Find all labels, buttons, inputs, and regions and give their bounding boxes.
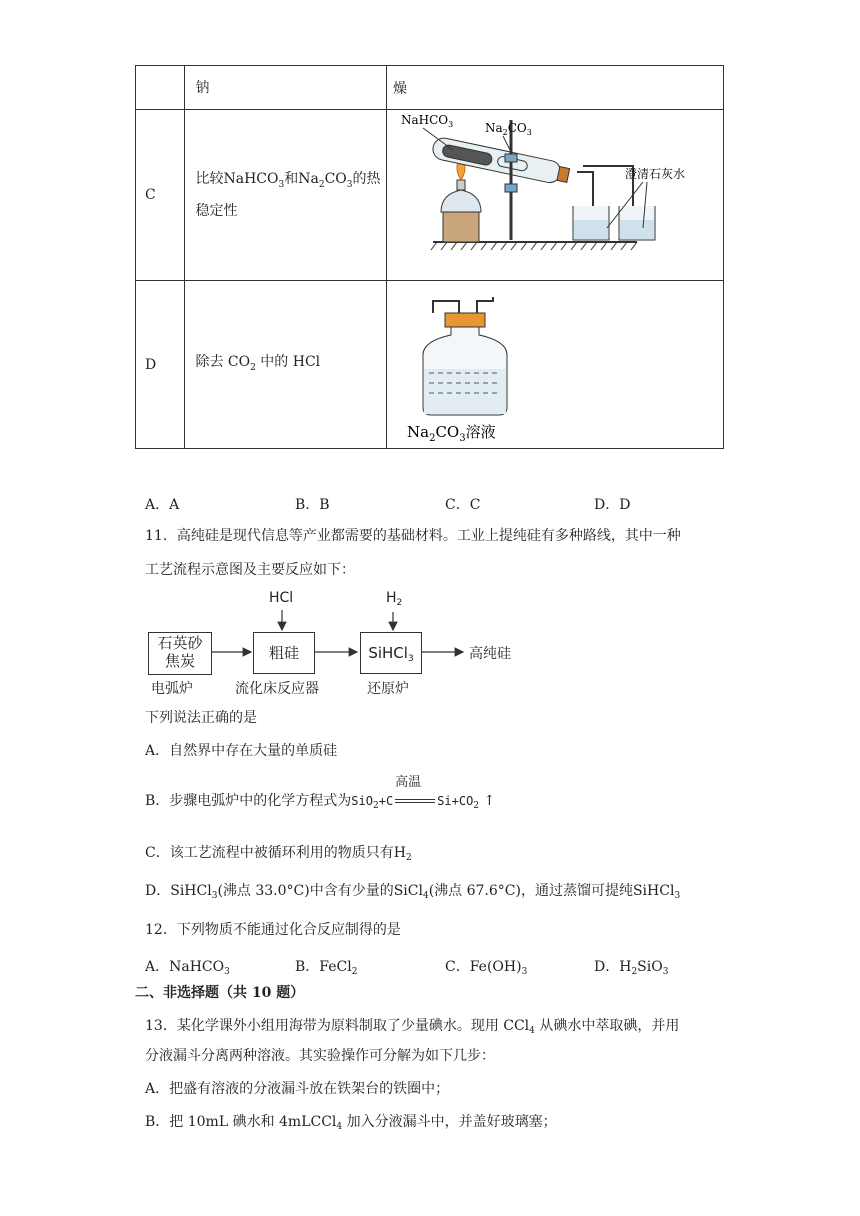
q11-option-d: D．SiHCl$_3$(沸点 33.0°C)中含有少量的SiCl$_4$(沸点 67.6°C)，通过蒸馏可提纯SiHCl$_3$ bbox=[145, 883, 681, 901]
q11-stem-line1: 11．高纯硅是现代信息等产业都需要的基础材料。工业上提纯硅有多种路线，其中一种 bbox=[145, 528, 681, 544]
q11-stem-line2: 工艺流程示意图及主要反应如下： bbox=[145, 562, 355, 578]
flow-caption-arc-furnace: 电弧炉 bbox=[151, 681, 193, 697]
q12-option-c: C．$Fe(OH)_3$ bbox=[445, 959, 528, 977]
q11-option-b: B．步骤电弧炉中的化学方程式为SiO$_2$+C 高温 $Si+CO_2$ ↑ bbox=[145, 775, 496, 811]
gas-washing-bottle bbox=[393, 283, 593, 443]
flow-input-h2: $H_2$ bbox=[386, 590, 403, 608]
q12-stem: 12．下列物质不能通过化合反应制得的是 bbox=[145, 922, 401, 938]
flow-caption-reduction-furnace: 还原炉 bbox=[367, 681, 409, 697]
q12-option-b: B．FeCl$_2$ bbox=[295, 959, 358, 977]
row-description: 比较NaHCO$_3$和$Na_2CO_3$的热 稳定性 bbox=[185, 110, 387, 281]
svg-text:Na2CO3: $Na_2CO_3$ bbox=[485, 121, 532, 137]
row-label: D bbox=[136, 281, 185, 449]
table-row bbox=[136, 66, 724, 110]
table-cell bbox=[136, 66, 185, 110]
q10-option-d: D．D bbox=[594, 497, 631, 513]
section-heading: 二、非选择题（共 10 题） bbox=[135, 985, 305, 1001]
table-row bbox=[136, 110, 724, 281]
q11-option-a: A．自然界中存在大量的单质硅 bbox=[145, 743, 338, 759]
svg-text:NaHCO3: NaHCO$_3$ bbox=[401, 113, 454, 129]
q12-option-d: D．$H_2SiO_3$ bbox=[594, 959, 669, 977]
row-description: 除去 $CO_2$ 中的 HCl bbox=[185, 281, 387, 449]
table-cell: 钠 bbox=[185, 66, 387, 110]
apparatus-figure-cell bbox=[387, 281, 724, 449]
flow-box-sihcl3: SiHCl$_3$ bbox=[360, 632, 422, 674]
flow-box-raw-materials: 石英砂 焦炭 bbox=[148, 632, 212, 675]
flow-output-pure-silicon: 高纯硅 bbox=[469, 646, 511, 662]
svg-text:澄清石灰水: 澄清石灰水 bbox=[625, 167, 686, 181]
q13-line2: 分液漏斗分离两种溶液。其实验操作可分解为如下几步： bbox=[145, 1048, 495, 1064]
q10-option-b: B．B bbox=[295, 497, 330, 513]
table-cell: 燥 bbox=[387, 66, 724, 110]
process-flow-diagram bbox=[145, 588, 545, 700]
q10-option-c: C．C bbox=[445, 497, 481, 513]
table-row bbox=[136, 281, 724, 449]
flow-box-crude-silicon: 粗硅 bbox=[253, 632, 315, 674]
q11-prompt: 下列说法正确的是 bbox=[145, 710, 257, 726]
q10-option-a: A．A bbox=[145, 497, 180, 513]
flow-input-hcl: HCl bbox=[269, 590, 294, 606]
thermal-stability-apparatus bbox=[393, 110, 723, 276]
q13-step-a: A．把盛有溶液的分液漏斗放在铁架台的铁圈中； bbox=[145, 1081, 450, 1097]
svg-text:Na2CO3溶液: $Na_2CO_3$溶液 bbox=[407, 422, 496, 443]
q11-option-c: C．该工艺流程中被循环利用的物质只有$H_2$ bbox=[145, 845, 412, 863]
row-label: C bbox=[136, 110, 185, 281]
flow-caption-fluidized-bed: 流化床反应器 bbox=[235, 681, 319, 697]
q12-option-a: A．NaHCO$_3$ bbox=[145, 959, 230, 977]
options-table bbox=[135, 65, 724, 449]
reaction-condition: 高温 bbox=[393, 791, 437, 811]
q13-line1: 13．某化学课外小组用海带为原料制取了少量碘水。现用 CCl$_4$ 从碘水中萃取碘，并用 bbox=[145, 1018, 680, 1036]
q13-step-b: B．把 10mL 碘水和 4mLCCl$_4$ 加入分液漏斗中，并盖好玻璃塞； bbox=[145, 1114, 557, 1132]
apparatus-figure-cell bbox=[387, 110, 724, 281]
